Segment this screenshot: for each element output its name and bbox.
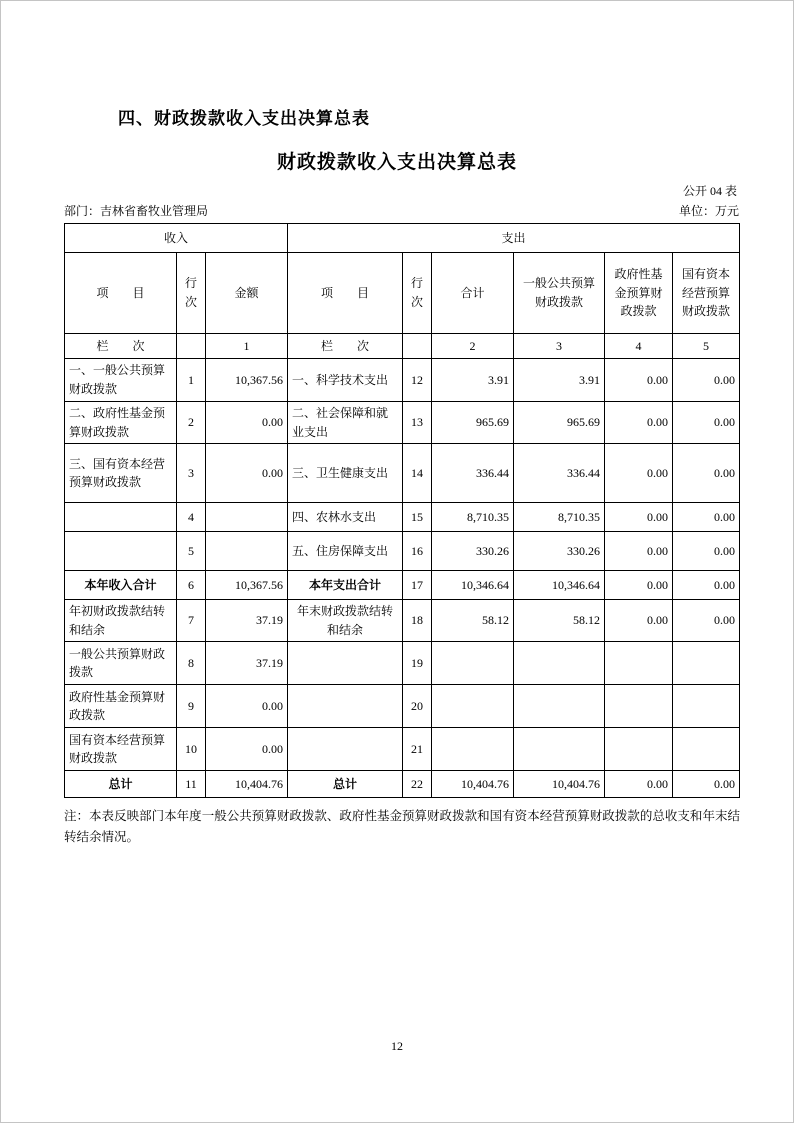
income-item-header: 项 目 (65, 253, 177, 334)
expense-state-capital-cell: 0.00 (673, 503, 740, 532)
meta-row (64, 202, 739, 219)
income-lanci-label: 栏 次 (65, 334, 177, 359)
expense-state-capital-cell (673, 642, 740, 685)
expense-total-col-no: 2 (432, 334, 514, 359)
table-row (65, 359, 740, 402)
table-row (65, 728, 740, 771)
income-amount-cell (206, 503, 288, 532)
expense-gov-fund-cell: 0.00 (605, 771, 673, 798)
expense-total-cell (432, 728, 514, 771)
expense-item-cell: 三、卫生健康支出 (288, 444, 403, 503)
page-number: 12 (391, 1039, 403, 1053)
income-item-cell: 国有资本经营预算财政拨款 (65, 728, 177, 771)
table-row (65, 642, 740, 685)
expense-gov-fund-col-no: 4 (605, 334, 673, 359)
income-line-cell: 3 (177, 444, 206, 503)
table-row (65, 532, 740, 571)
expense-gov-fund-cell: 0.00 (605, 359, 673, 402)
table-row-subtotal (65, 571, 740, 600)
expense-total-cell (432, 642, 514, 685)
income-item-cell: 三、国有资本经营预算财政拨款 (65, 444, 177, 503)
expense-state-capital-header: 国有资本经营预算财政拨款 (673, 253, 740, 334)
expense-state-capital-cell: 0.00 (673, 359, 740, 402)
expense-gov-fund-cell: 0.00 (605, 503, 673, 532)
expense-item-cell (288, 642, 403, 685)
income-amount-cell: 10,367.56 (206, 359, 288, 402)
expense-gov-fund-cell: 0.00 (605, 444, 673, 503)
income-amount-cell: 10,404.76 (206, 771, 288, 798)
income-line-cell: 4 (177, 503, 206, 532)
expense-item-cell: 一、科学技术支出 (288, 359, 403, 402)
expense-gov-fund-cell: 0.00 (605, 600, 673, 642)
income-line-cell: 1 (177, 359, 206, 402)
expense-line-cell: 15 (403, 503, 432, 532)
expense-state-capital-cell: 0.00 (673, 402, 740, 444)
income-amount-header: 金额 (206, 253, 288, 334)
expense-general-cell: 965.69 (514, 402, 605, 444)
expense-total-cell (432, 685, 514, 728)
expense-general-cell: 58.12 (514, 600, 605, 642)
expense-state-capital-cell: 0.00 (673, 771, 740, 798)
expense-gov-fund-cell: 0.00 (605, 402, 673, 444)
unit-label: 单位：万元 (678, 204, 739, 218)
expense-total-cell: 8,710.35 (432, 503, 514, 532)
column-header-row (65, 253, 740, 334)
expense-item-cell: 四、农林水支出 (288, 503, 403, 532)
table-row (65, 600, 740, 642)
income-item-cell: 总计 (65, 771, 177, 798)
expense-line-cell: 22 (403, 771, 432, 798)
income-line-no-header: 行次 (177, 253, 206, 334)
table-row (65, 503, 740, 532)
income-line-cell: 6 (177, 571, 206, 600)
table-row (65, 685, 740, 728)
table-note: 注：本表反映部门本年度一般公共预算财政拨款、政府性基金预算财政拨款和国有资本经营预算财政拨款的总收支和年末结转结余情况。 (64, 809, 740, 845)
expense-general-cell (514, 642, 605, 685)
expense-general-cell: 10,404.76 (514, 771, 605, 798)
income-line-cell: 9 (177, 685, 206, 728)
expense-line-cell: 14 (403, 444, 432, 503)
expense-total-header: 合计 (432, 253, 514, 334)
expense-general-cell: 336.44 (514, 444, 605, 503)
income-item-cell: 年初财政拨款结转和结余 (65, 600, 177, 642)
income-line-cell: 2 (177, 402, 206, 444)
income-amount-cell: 10,367.56 (206, 571, 288, 600)
expense-line-cell: 19 (403, 642, 432, 685)
expense-gov-fund-cell (605, 642, 673, 685)
expense-state-capital-cell (673, 728, 740, 771)
expense-lanci-line (403, 334, 432, 359)
income-line-cell: 10 (177, 728, 206, 771)
expense-line-cell: 21 (403, 728, 432, 771)
expense-total-cell: 10,404.76 (432, 771, 514, 798)
table-row (65, 402, 740, 444)
expense-gov-fund-cell (605, 685, 673, 728)
income-line-cell: 11 (177, 771, 206, 798)
expense-general-cell: 10,346.64 (514, 571, 605, 600)
income-item-cell: 一、一般公共预算财政拨款 (65, 359, 177, 402)
income-item-cell: 本年收入合计 (65, 571, 177, 600)
expense-line-cell: 13 (403, 402, 432, 444)
table-code-label: 公开 04 表 (682, 184, 737, 198)
income-amount-col-no: 1 (206, 334, 288, 359)
expense-total-cell: 3.91 (432, 359, 514, 402)
expense-item-cell (288, 728, 403, 771)
expense-gov-fund-cell: 0.00 (605, 532, 673, 571)
expense-state-capital-cell (673, 685, 740, 728)
income-amount-cell: 0.00 (206, 402, 288, 444)
group-header-row (65, 224, 740, 253)
income-item-cell: 二、政府性基金预算财政拨款 (65, 402, 177, 444)
expense-item-header: 项 目 (288, 253, 403, 334)
income-amount-cell: 37.19 (206, 600, 288, 642)
expense-total-cell: 330.26 (432, 532, 514, 571)
expense-total-cell: 10,346.64 (432, 571, 514, 600)
expense-total-cell: 58.12 (432, 600, 514, 642)
table-row-grand-total (65, 771, 740, 798)
expense-item-cell: 五、住房保障支出 (288, 532, 403, 571)
expense-general-cell (514, 685, 605, 728)
income-item-cell (65, 503, 177, 532)
income-line-cell: 7 (177, 600, 206, 642)
expense-general-cell: 8,710.35 (514, 503, 605, 532)
expense-general-cell (514, 728, 605, 771)
expense-total-cell: 965.69 (432, 402, 514, 444)
expense-total-cell: 336.44 (432, 444, 514, 503)
income-item-cell: 一般公共预算财政拨款 (65, 642, 177, 685)
income-line-cell: 8 (177, 642, 206, 685)
expense-general-cell: 330.26 (514, 532, 605, 571)
expense-lanci-label: 栏 次 (288, 334, 403, 359)
column-number-row (65, 334, 740, 359)
section-heading: 四、财政拨款收入支出决算总表 (118, 109, 370, 128)
income-amount-cell (206, 532, 288, 571)
department-label: 部门：吉林省畜牧业管理局 (64, 204, 209, 218)
income-item-cell: 政府性基金预算财政拨款 (65, 685, 177, 728)
expense-state-capital-cell: 0.00 (673, 571, 740, 600)
expense-general-col-no: 3 (514, 334, 605, 359)
expense-item-cell: 年末财政拨款结转和结余 (288, 600, 403, 642)
income-amount-cell: 37.19 (206, 642, 288, 685)
expense-line-no-header: 行次 (403, 253, 432, 334)
table-title: 财政拨款收入支出决算总表 (276, 152, 517, 173)
expense-line-cell: 18 (403, 600, 432, 642)
expense-general-budget-header: 一般公共预算财政拨款 (514, 253, 605, 334)
expense-state-capital-cell: 0.00 (673, 532, 740, 571)
expense-item-cell: 二、社会保障和就业支出 (288, 402, 403, 444)
expense-item-cell: 本年支出合计 (288, 571, 403, 600)
expense-state-capital-col-no: 5 (673, 334, 740, 359)
table-row (65, 444, 740, 503)
expense-line-cell: 16 (403, 532, 432, 571)
expense-state-capital-cell: 0.00 (673, 600, 740, 642)
expense-gov-fund-cell (605, 728, 673, 771)
income-amount-cell: 0.00 (206, 444, 288, 503)
expense-state-capital-cell: 0.00 (673, 444, 740, 503)
income-amount-cell: 0.00 (206, 685, 288, 728)
income-item-cell (65, 532, 177, 571)
expense-line-cell: 20 (403, 685, 432, 728)
fiscal-appropriation-table (64, 223, 740, 798)
expense-general-cell: 3.91 (514, 359, 605, 402)
expense-gov-fund-cell: 0.00 (605, 571, 673, 600)
expense-gov-fund-header: 政府性基金预算财政拨款 (605, 253, 673, 334)
expense-item-cell: 总计 (288, 771, 403, 798)
income-line-cell: 5 (177, 532, 206, 571)
income-amount-cell: 0.00 (206, 728, 288, 771)
expense-line-cell: 17 (403, 571, 432, 600)
expense-line-cell: 12 (403, 359, 432, 402)
expense-group-header: 支出 (288, 224, 740, 253)
expense-item-cell (288, 685, 403, 728)
income-group-header: 收入 (65, 224, 288, 253)
income-lanci-line (177, 334, 206, 359)
